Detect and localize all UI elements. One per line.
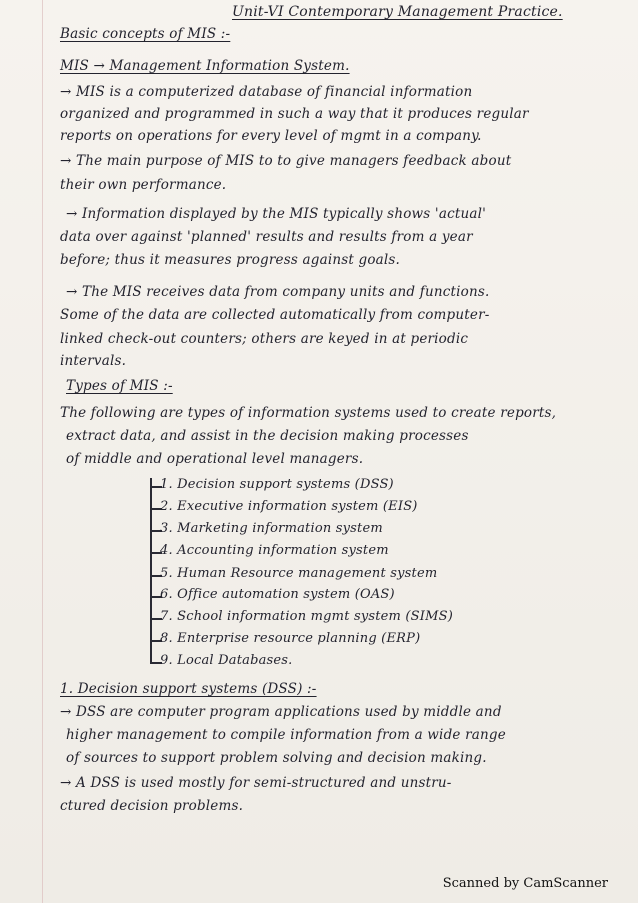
para2-line: before; thus it measures progress against goals. [60, 252, 401, 268]
types-list-item: 9. Local Databases. [160, 653, 293, 668]
types-list-item: 4. Accounting information system [160, 543, 389, 558]
para3-line: intervals. [60, 353, 127, 369]
types-list-item: 8. Enterprise resource planning (ERP) [160, 631, 421, 646]
scanner-watermark: Scanned by CamScanner [442, 876, 608, 891]
para3-line: Some of the data are collected automatically from computer- [60, 307, 490, 323]
types-heading: Types of MIS :- [66, 378, 173, 394]
para3-line: → The MIS receives data from company units and functions. [66, 284, 490, 300]
unit-title: Unit-VI Contemporary Management Practice. [232, 4, 563, 20]
types-intro-line: of middle and operational level managers. [66, 451, 364, 467]
para3-line: linked check-out counters; others are keyed in at periodic [60, 331, 469, 347]
margin-line [42, 0, 43, 903]
para1-line: their own performance. [60, 177, 227, 193]
types-list-item: 6. Office automation system (OAS) [160, 587, 395, 602]
types-intro-line: The following are types of information systems used to create reports, [60, 405, 557, 421]
types-list-item: 1. Decision support systems (DSS) [160, 477, 394, 492]
types-list-item: 3. Marketing information system [160, 521, 383, 536]
para1-line: → MIS is a computerized database of financial information [60, 84, 473, 100]
para2-line: data over against 'planned' results and results from a year [60, 229, 473, 245]
dss-line: ctured decision problems. [60, 798, 244, 814]
types-list-item: 7. School information mgmt system (SIMS) [160, 609, 454, 624]
para1-line: → The main purpose of MIS to to give managers feedback about [60, 153, 512, 169]
section-heading: Basic concepts of MIS :- [60, 26, 231, 42]
types-list-item: 5. Human Resource management system [160, 566, 438, 581]
dss-heading: 1. Decision support systems (DSS) :- [60, 681, 317, 697]
types-list-item: 2. Executive information system (EIS) [160, 499, 418, 514]
para1-line: organized and programmed in such a way that it produces regular [60, 106, 529, 122]
dss-line: higher management to compile information from a wide range [66, 727, 506, 743]
mis-heading: MIS → Management Information System. [60, 58, 350, 74]
dss-line: → DSS are computer program applications used by middle and [60, 704, 502, 720]
dss-line: of sources to support problem solving and decision making. [66, 750, 487, 766]
para2-line: → Information displayed by the MIS typically shows 'actual' [66, 206, 487, 222]
dss-line: → A DSS is used mostly for semi-structured and unstru- [60, 775, 452, 791]
types-intro-line: extract data, and assist in the decision making processes [66, 428, 469, 444]
list-bracket-line [150, 478, 152, 664]
para1-line: reports on operations for every level of mgmt in a company. [60, 128, 482, 144]
